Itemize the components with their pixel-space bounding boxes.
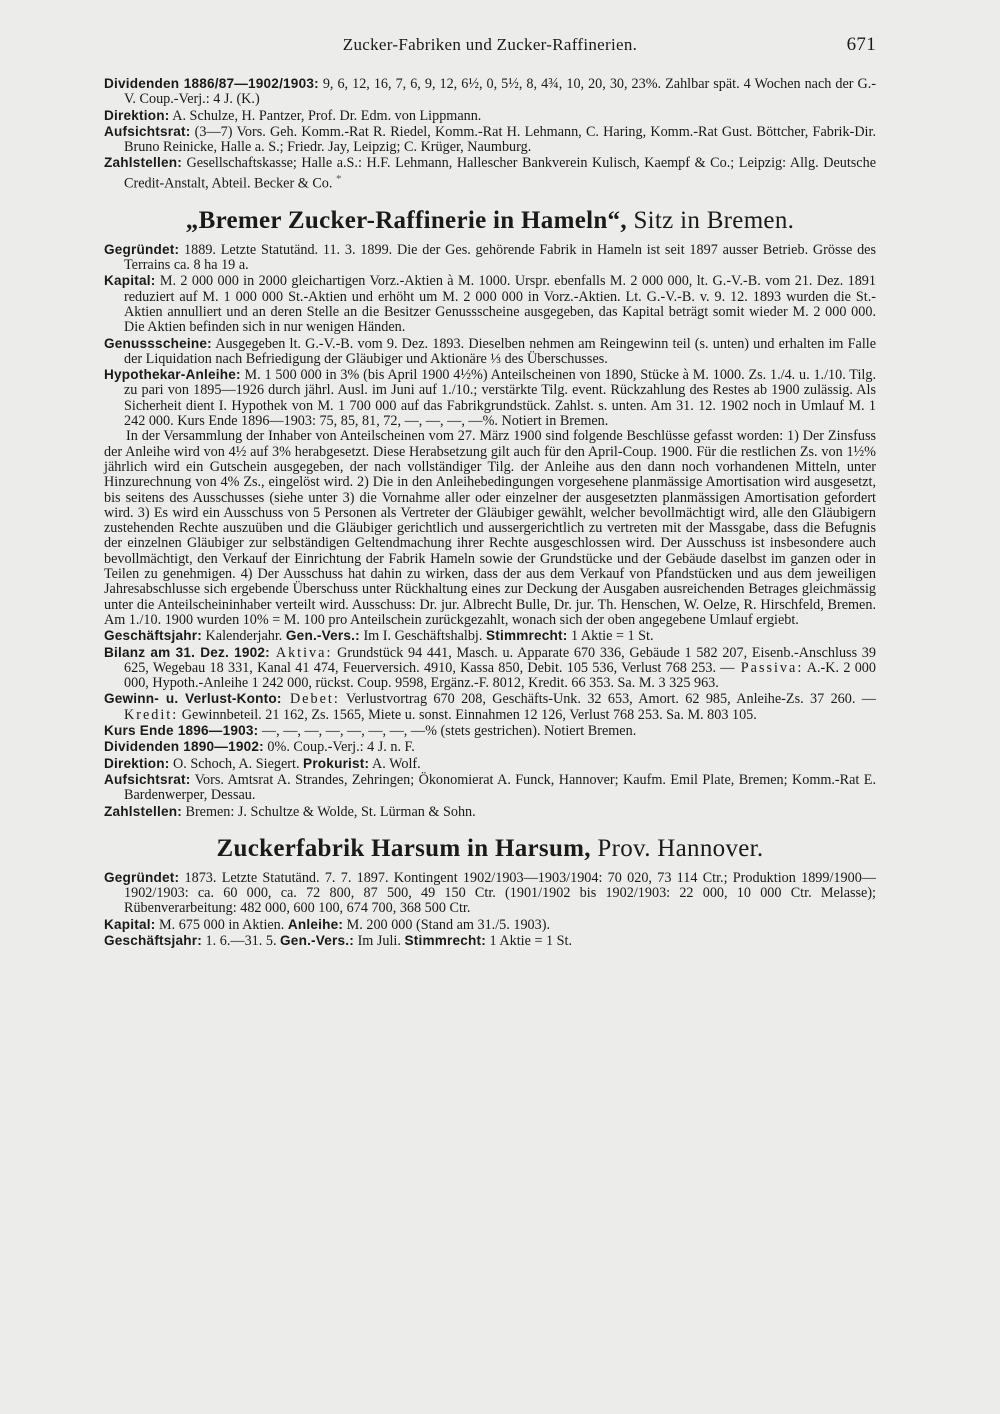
running-head — [104, 32, 876, 58]
dividenden-line-bremer: Dividenden 1890—1902: 0%. Coup.-Verj.: 4 J. n. F. — [104, 739, 415, 756]
entry-bremer — [104, 242, 876, 820]
genussscheine-line: Genussscheine: Ausgegeben lt. G.-V.-B. vom 9. Dez. 1893. Dieselben nehmen am Reingewinn teil (s. unten) und erhalten im Falle der Liquidation nach Befriedigung der Gläubiger und Aktionäre ⅓ des Überschusses. — [104, 335, 876, 367]
direktion-line-bremer: Direktion: O. Schoch, A. Siegert. Prokurist: A. Wolf. — [104, 755, 421, 772]
entry-harsum — [104, 870, 876, 949]
entry-continuation — [104, 76, 876, 192]
kapital-line: Kapital: M. 2 000 000 in 2000 gleichartigen Vorz.-Aktien à M. 1000. Urspr. ebenfalls M. 2 000 000, lt. G.-V.-B. vom 21. Dez. 1891 reduziert auf M. 1 000 000 St.-Aktien und erhöht um M. 2 000 000 in Vorz.-Aktien. Lt. G.-V.-B. v. 9. 12. 1893 wurden die St.-Aktien annulliert und an deren Stelle an die Besitzer Genussscheine ausgegeben, das Kapital beträgt somit wieder M. 2 000 000. Die Aktien befinden sich in nur wenigen Händen. — [104, 273, 876, 336]
gegruendet-line-harsum: Gegründet: 1873. Letzte Statutänd. 7. 7. 1897. Kontingent 1902/1903—1903/1904: 70 020, 73 114 Ctr.; Produktion 1899/1900—1902/1903: ca. 60 000, ca. 72 800, 87 500, 49 150 Ctr. (1901/1902 bis 1902/1903: 22 000, 10 000 Ctr. Melasse); Rübenverarbeitung: 482 000, 600 100, 674 700, 368 500 Ctr. — [104, 869, 876, 917]
zahlstellen-line: Zahlstellen: Gesellschaftskasse; Halle a.S.: H.F. Lehmann, Hallescher Bankverein Kulisch, Kaempf & Co.; Leipzig: Allg. Deutsche Credit-Anstalt, Abteil. Becker & Co. * — [104, 155, 876, 192]
gewinn-verlust-line: Gewinn- u. Verlust-Konto: Debet: Verlustvortrag 670 208, Geschäfts-Unk. 32 653, Amort. 62 985, Anleihe-Zs. 37 260. — Kredit: Gewinnbeteil. 21 162, Zs. 1565, Miete u. sonst. Einnahmen 12 126, Verlust 768 253. Sa. M. 803 105. — [104, 691, 876, 723]
dividenden-line: Dividenden 1886/87—1902/1903: 9, 6, 12, 16, 7, 6, 9, 12, 6½, 0, 5½, 8, 4¾, 10, 20, 30, 23%. Zahlbar spät. 4 Wochen nach der G.-V. Coup.-Verj.: 4 J. (K.) — [104, 76, 876, 108]
zahlstellen-line-bremer: Zahlstellen: Bremen: J. Schultze & Wolde, St. Lürman & Sohn. — [104, 803, 476, 820]
kapital-line-harsum: Kapital: M. 675 000 in Aktien. Anleihe: M. 200 000 (Stand am 31./5. 1903). — [104, 916, 550, 933]
versammlung-paragraph: In der Versammlung der Inhaber von Anteilscheinen vom 27. März 1900 sind folgende Beschlüsse gefasst worden: 1) Der Zinsfuss der Anleihe wird von 4½ auf 3% herabgesetzt. Diese Herabsetzung gilt auch für den April-Coup. 1900. Für die restlichen Zs. von 1½% jährlich wird ein Gutschein ausgegeben, der nach vollständiger Tilg. der Anleihe aus den dann noch vorhandenen Mitteln, unter Hinzurechnung von 4% Zs., eingelöst wird. 2) Die in den Anleihebedingungen vorgesehene planmässige Amortisation wird ausgesetzt, bis seitens des Ausschusses (siehe unter 3) die Vornahme aller oder einzelner der ausgesetzten planmässigen Amortisation gefordert wird. 3) Es wird ein Ausschuss von 5 Personen als Vertreter der Gläubiger gewählt, welcher bevollmächtigt wird, alle den Gläubigern zustehenden Rechte auszuüben und die Gläubiger gerichtlich und aussergerichtlich zu vertreten mit der Massgabe, dass die Befugnis der einzelnen Gläubiger zur selbständigen Geltendmachung ihrer Rechte ausgeschlossen wird. Der Ausschuss ist insbesondere auch bevollmächtigt, den Verkauf der Einrichtung der Fabrik Hameln sowie der Grundstücke und der Gebäude daselbst im ganzen oder in Teilen zu genehmigen. 4) Der Ausschuss hat dahin zu wirken, dass der aus dem Verkauf von Pfandstücken und aus dem jeweiligen Jahresabschlusse sich ergebende Überschuss unter Rückhaltung eines zur Deckung der Ausgaben ausreichenden Betrages gleichmässig unter die Anteilscheininhaber verteilt wird. Ausschuss: Dr. jur. Albrecht Bulle, Dr. jur. Th. Henschen, W. Oelze, R. Hirschfeld, Bremen. Am 1./10. 1900 wurden 10% = M. 100 pro Anteilschein zurückgezahlt, wonach sich der oben angegebene Umlauf ergiebt. — [104, 428, 876, 628]
entry-heading-bremer: „Bremer Zucker-Raffinerie in Hameln“, Sitz in Bremen. — [185, 206, 795, 234]
running-head-title: Zucker-Fabriken und Zucker-Raffinerien. — [342, 35, 638, 54]
aufsichtsrat-line: Aufsichtsrat: (3—7) Vors. Geh. Komm.-Rat R. Riedel, Komm.-Rat H. Lehmann, C. Haring, Komm.-Rat Gust. Böttcher, Fabrik-Dir. Bruno Reinicke, Halle a. S.; Friedr. Jay, Leipzig; C. Krüger, Naumburg. — [104, 123, 876, 156]
geschaeftsjahr-line: Geschäftsjahr: Kalenderjahr. Gen.-Vers.: Im I. Geschäftshalbj. Stimmrecht: 1 Aktie = 1 St. — [104, 628, 654, 645]
asterisk-mark: * — [336, 172, 342, 185]
kurs-line: Kurs Ende 1896—1903: —, —, —, —, —, —, —, —% (stets gestrichen). Notiert Bremen. — [104, 723, 637, 740]
bilanz-line: Bilanz am 31. Dez. 1902: Aktiva: Grundstück 94 441, Masch. u. Apparate 670 336, Gebäude 1 582 207, Eisenb.-Anschluss 39 625, Wegebau 18 331, Kanal 41 474, Feuerversich. 4910, Kassa 850, Debit. 105 536, Verlust 768 253. — Passiva: A.-K. 2 000 000, Hypoth.-Anleihe 1 242 000, rückst. Coup. 9598, Ergänz.-F. 8012, Kredit. 66 353. Sa. M. 3 325 963. — [104, 644, 876, 692]
page-number: 671 — [846, 34, 876, 55]
aufsichtsrat-line-bremer: Aufsichtsrat: Vors. Amtsrat A. Strandes, Zehringen; Ökonomierat A. Funck, Hannover; Kaufm. Emil Plate, Bremen; Komm.-Rat E. Bardenwerper, Dessau. — [104, 771, 876, 804]
direktion-line: Direktion: A. Schulze, H. Pantzer, Prof. Dr. Edm. von Lippmann. — [104, 107, 482, 124]
hypothekar-anleihe-line: Hypothekar-Anleihe: M. 1 500 000 in 3% (bis April 1900 4½%) Anteilscheinen von 1890, Stücke à M. 1000. Zs. 1./4. u. 1./10. Tilg. zu pari von 1895—1926 durch jährl. Ausl. im Juni auf 1./10.; verstärkte Tilg. event. Rückzahlung des Restes ab 1900 zulässig. Als Sicherheit dient I. Hypothek von M. 1 700 000 auf das Fabrikgrundstück. Zahlst. s. unten. Am 31. 12. 1902 noch in Umlauf M. 1 242 000. Kurs Ende 1896—1903: 75, 85, 81, 72, —, —, —, —%. Notiert in Bremen. — [104, 367, 876, 430]
entry-heading-harsum: Zuckerfabrik Harsum in Harsum, Prov. Hannover. — [216, 834, 764, 862]
geschaeftsjahr-line-harsum: Geschäftsjahr: 1. 6.—31. 5. Gen.-Vers.: Im Juli. Stimmrecht: 1 Aktie = 1 St. — [104, 932, 573, 949]
gegruendet-line: Gegründet: 1889. Letzte Statutänd. 11. 3. 1899. Die der Ges. gehörende Fabrik in Hameln ist seit 1897 ausser Betrieb. Grösse des Terrains ca. 8 ha 19 a. — [104, 241, 876, 274]
